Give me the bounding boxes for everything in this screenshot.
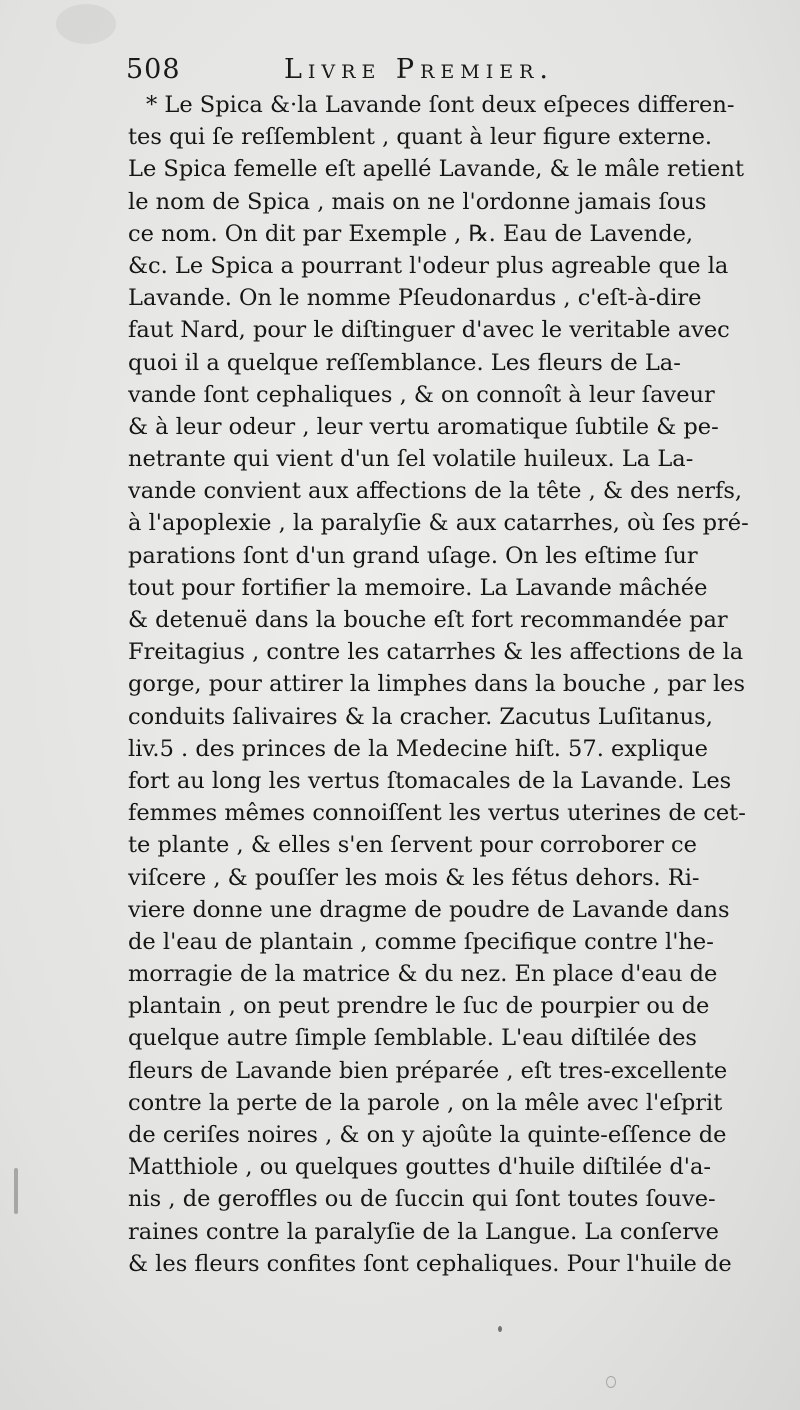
text-line: conduits ſalivaires & la cracher. Zacutus Luſitanus, [128, 703, 713, 730]
text-line: le nom de Spica , mais on ne l'ordonne jamais ſous [128, 188, 707, 215]
text-line: netrante qui vient d'un ſel volatile huileux. La La- [128, 446, 694, 473]
text-line: fort au long les vertus ſtomacales de la Lavande. Les [128, 767, 732, 794]
running-head: Livre Premier. [284, 54, 554, 85]
text-line: vande convient aux affections de la tête , & des nerfs, [128, 478, 743, 505]
paper-stain [56, 4, 116, 44]
ink-dot [498, 1326, 502, 1332]
text-line: de l'eau de plantain , comme ſpecifique contre l'he- [128, 928, 714, 955]
text-line: gorge, pour attirer la limphes dans la bouche , par les [128, 671, 746, 698]
text-line: tes qui ſe reſſemblent , quant à leur figure externe. [128, 124, 713, 151]
text-line: femmes mêmes connoiſſent les vertus uterines de cet- [128, 800, 746, 827]
text-line: ce nom. On dit par Exemple , ℞. Eau de Lavende, [128, 220, 694, 247]
text-line: viere donne une dragme de poudre de Lavande dans [128, 896, 730, 923]
text-line: tout pour fortifier la memoire. La Lavande mâchée [128, 574, 708, 601]
body-text [128, 89, 780, 1280]
text-line: à l'apoplexie , la paralyſie & aux catarrhes, où ſes pré- [128, 510, 749, 537]
text-line: Matthiole , ou quelques gouttes d'huile diſtilée d'a- [128, 1154, 711, 1181]
text-line: nis , de geroffles ou de ſuccin qui ſont toutes ſouve- [128, 1186, 716, 1213]
text-line: parations ſont d'un grand uſage. On les eſtime ſur [128, 542, 698, 569]
text-line: fleurs de Lavande bien préparée , eſt tres-excellente [128, 1057, 728, 1084]
text-line: contre la perte de la parole , on la mêle avec l'eſprit [128, 1089, 723, 1116]
text-line: plantain , on peut prendre le ſuc de pourpier ou de [128, 993, 710, 1020]
text-line: & les fleurs confites ſont cephaliques. Pour l'huile de [128, 1250, 732, 1277]
text-line: morragie de la matrice & du nez. En place d'eau de [128, 961, 718, 988]
text-line: liv.5 . des princes de la Medecine hiſt. 57. explique [128, 735, 709, 762]
text-line: viſcere , & pouſſer les mois & les fétus dehors. Ri- [128, 864, 700, 891]
text-line: & à leur odeur , leur vertu aromatique ſubtile & pe- [128, 413, 719, 440]
text-line: faut Nard, pour le diſtinguer d'avec le veritable avec [128, 317, 730, 344]
text-line: &c. Le Spica a pourrant l'odeur plus agreable que la [128, 252, 729, 279]
paper-speck [606, 1376, 616, 1388]
text-line: te plante , & elles s'en ſervent pour corroborer ce [128, 832, 697, 859]
text-line: de ceriſes noires , & on y ajoûte la quinte-eſſence de [128, 1122, 727, 1148]
text-line: Freitagius , contre les catarrhes & les affections de la [128, 639, 744, 666]
text-line: & detenuë dans la bouche eſt fort recommandée par [128, 607, 728, 633]
text-line: Le Spica femelle eſt apellé Lavande, & le mâle retient [128, 156, 744, 183]
text-line: Lavande. On le nomme Pſeudonardus , c'eſt-à-dire [128, 285, 702, 312]
page-number: 508 [126, 54, 181, 85]
text-line: vande ſont cephaliques , & on connoît à leur ſaveur [128, 381, 715, 408]
text-line: quoi il a quelque reſſemblance. Les fleurs de La- [128, 349, 681, 376]
text-line: quelque autre ſimple ſemblable. L'eau diſtilée des [128, 1025, 697, 1052]
text-line: raines contre la paralyſie de la Langue. La conſerve [128, 1218, 719, 1245]
page-header [126, 54, 786, 94]
margin-mark [14, 1168, 18, 1214]
text-line: * Le Spica &·la Lavande ſont deux eſpeces differen- [146, 92, 735, 118]
